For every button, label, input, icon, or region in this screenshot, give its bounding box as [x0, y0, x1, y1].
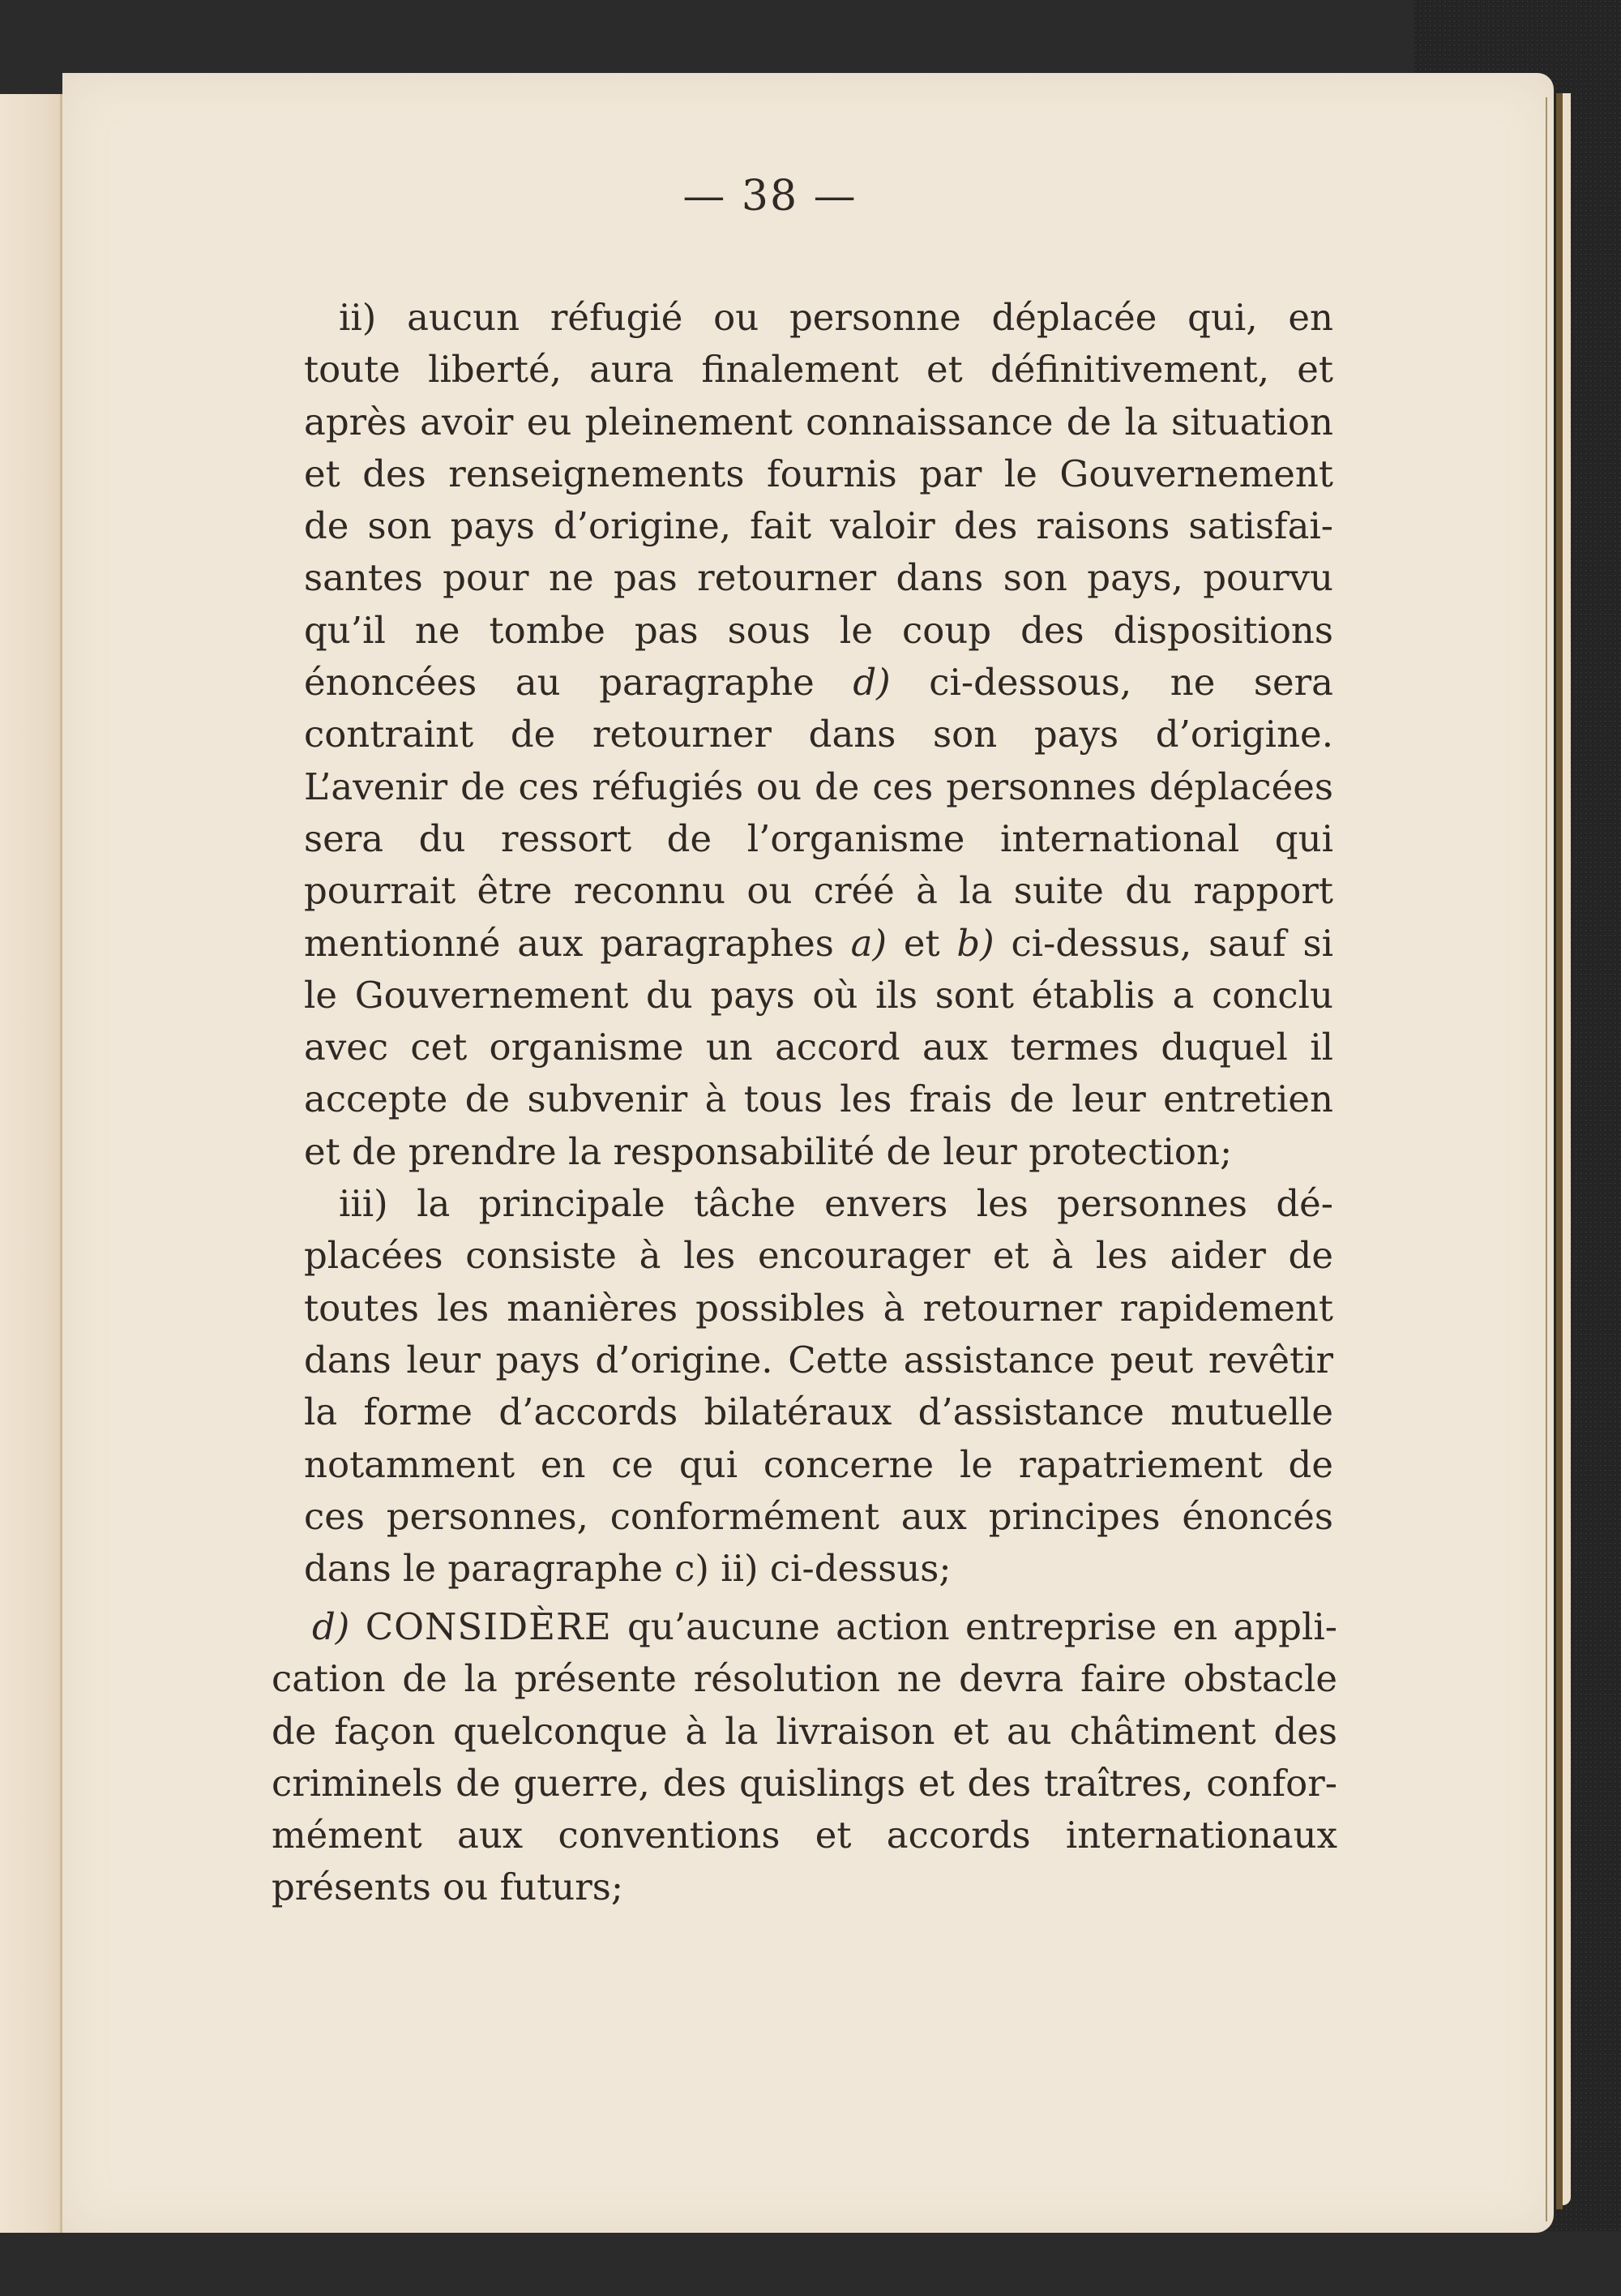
- text-line: mentionné aux paragraphes a) et b) ci-dessus, sauf si: [304, 921, 1333, 965]
- text-line: toute liberté, aura finalement et définitivement, et: [304, 348, 1333, 392]
- scan-background-bottom: [0, 2231, 1621, 2296]
- text-line: de façon quelconque à la livraison et au châtiment des: [272, 1709, 1337, 1753]
- text-line: ces personnes, conformément aux principes énoncés: [304, 1494, 1333, 1538]
- text-line: cation de la présente résolution ne devra faire obstacle: [272, 1657, 1337, 1701]
- page-stack-edge: [1563, 93, 1571, 2205]
- text-line: notamment en ce qui concerne le rapatriement de: [304, 1442, 1333, 1486]
- section-d-body: [272, 1601, 1337, 1914]
- text-line: L’avenir de ces réfugiés ou de ces personnes déplacées: [304, 765, 1333, 808]
- section-d-label: d): [312, 1605, 350, 1648]
- section-d-keyword: CONSIDÈRE: [365, 1605, 612, 1648]
- text-line: après avoir eu pleinement connaissance de la situation: [304, 400, 1333, 443]
- section-c-body: [304, 292, 1333, 1595]
- text-line: de son pays d’origine, fait valoir des raisons satisfai-: [304, 504, 1333, 548]
- text-line: qu’il ne tombe pas sous le coup des dispositions: [304, 608, 1333, 652]
- section-d-first-line: [272, 1601, 1337, 1653]
- text-line: toutes les manières possibles à retourner rapidement: [304, 1286, 1333, 1330]
- text-line: le Gouvernement du pays où ils sont établis a conclu: [304, 973, 1333, 1017]
- text-line: santes pour ne pas retourner dans son pays, pourvu: [304, 556, 1333, 600]
- text-line: énoncées au paragraphe d) ci-dessous, ne sera: [304, 661, 1333, 705]
- text-line: mément aux conventions et accords internationaux: [272, 1814, 1337, 1857]
- text-line: contraint de retourner dans son pays d’origine.: [304, 713, 1333, 756]
- text-line: criminels de guerre, des quislings et des traîtres, confor-: [272, 1761, 1337, 1805]
- text-line: iii) la principale tâche envers les personnes dé-: [339, 1182, 1333, 1226]
- text-line: présents ou futurs;: [272, 1866, 623, 1909]
- text-line: et des renseignements fournis par le Gouvernement: [304, 452, 1333, 495]
- text-line: dans le paragraphe c) ii) ci-dessus;: [304, 1547, 952, 1591]
- facing-page-edge: [0, 94, 60, 2233]
- text-line: avec cet organisme un accord aux termes duquel il: [304, 1026, 1333, 1069]
- page-edge-line: [1546, 97, 1547, 2221]
- text-line: pourrait être reconnu ou créé à la suite du rapport: [304, 869, 1333, 913]
- text-line: sera du ressort de l’organisme international qui: [304, 816, 1333, 860]
- text-line: dans leur pays d’origine. Cette assistance peut revêtir: [304, 1338, 1333, 1381]
- text-line: la forme d’accords bilatéraux d’assistance mutuelle: [304, 1390, 1333, 1434]
- gutter-line: [60, 94, 62, 2233]
- section-d-first-line-text: qu’aucune action entreprise en appli-: [627, 1605, 1337, 1648]
- page-number: — 38 —: [682, 172, 858, 221]
- text-line: et de prendre la responsabilité de leur protection;: [304, 1129, 1233, 1173]
- text-line: placées consiste à les encourager et à les aider de: [304, 1234, 1333, 1278]
- text-line: accepte de subvenir à tous les frais de leur entretien: [304, 1077, 1333, 1121]
- page-stack-dark-edge: [1556, 93, 1563, 2209]
- text-line: ii) aucun réfugié ou personne déplacée qui, en: [339, 296, 1333, 339]
